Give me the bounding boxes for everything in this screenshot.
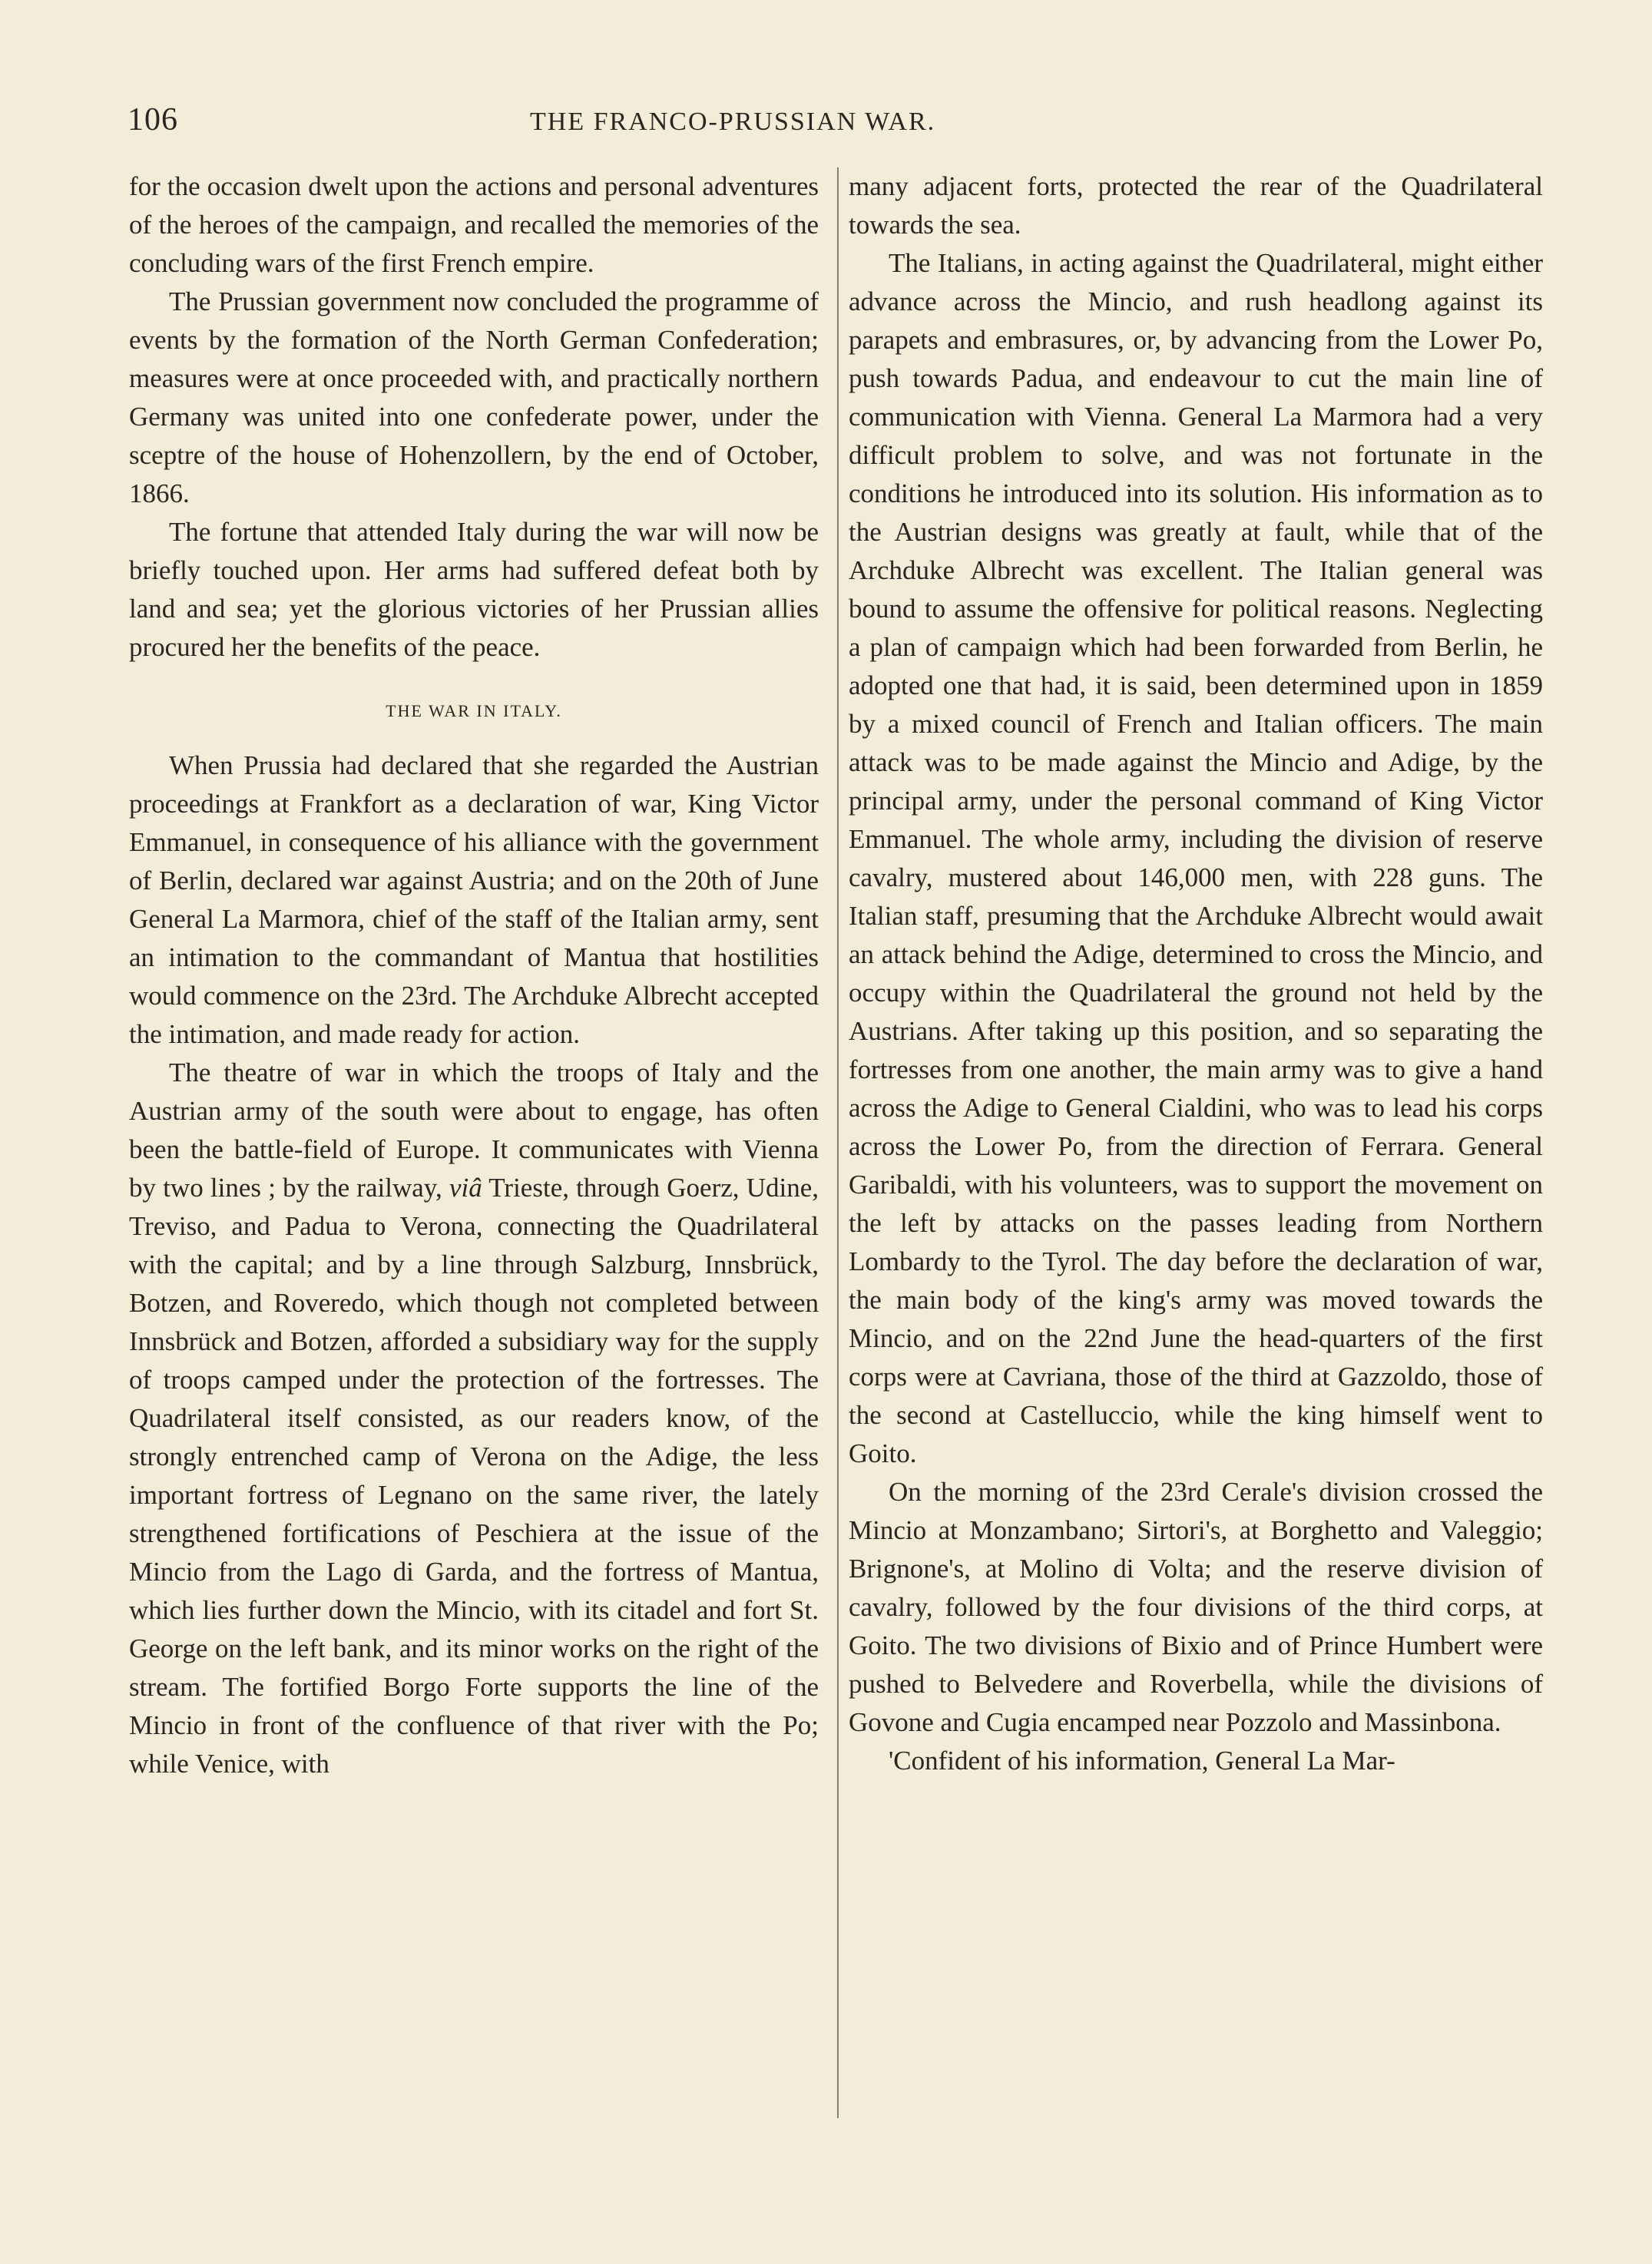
paragraph: The Prussian government now concluded the programme of events by the formation of the North German Confederation; measures were at once proceeded with, and practically northern Germany was united into one confederate power, under the sceptre of the house of Hohenzollern, by the end of October, 1866. (129, 286, 819, 508)
column-divider (837, 167, 839, 2118)
running-title: THE FRANCO-PRUSSIAN WAR. (530, 108, 936, 136)
paragraph: The Italians, in acting against the Quadrilateral, might either advance across the Mincio, and rush headlong against its parapets and embrasures, or, by advancing from the Lower Po, push towards Padua, and endeavour to cut the main line of communication with Vienna. General La Marmora had a very difficult problem to solve, and was not fortunate in the conditions he introduced into its solution. His information as to the Austrian designs was greatly at fault, while that of the Archduke Albrecht was excellent. The Italian general was bound to assume the offensive for political reasons. Neglecting a plan of campaign which had been forwarded from Berlin, he adopted one that had, it is said, been determined upon in 1859 by a mixed council of French and Italian officers. The main attack was to be made against the Mincio and Adige, by the principal army, under the personal command of King Victor Emmanuel. The whole army, including the division of reserve cavalry, mustered about 146,000 men, with 228 guns. The Italian staff, presuming that the Archduke Albrecht would await an attack behind the Adige, determined to cross the Mincio, and occupy within the Quadrilateral the ground not held by the Austrians. After taking up this position, and so separating the fortresses from one another, the main army was to give a hand across the Adige to General Cialdini, who was to lead his corps across the Lower Po, from the direction of Ferrara. General Garibaldi, with his volunteers, was to support the movement on the left by attacks on the passes leading from Northern Lombardy to the Tyrol. The day before the declaration of war, the main body of the king's army was moved towards the Mincio, and on the 22nd June the head-quarters of the first corps were at Cavriana, those of the third at Gazzoldo, those of the second at Castelluccio, while the king himself went to Goito. (849, 248, 1543, 1468)
paragraph: When Prussia had declared that she regarded the Austrian proceedings at Frankfort as a declaration of war, King Victor Emmanuel, in consequence of his alliance with the government of Berlin, declared war against Austria; and on the 20th of June General La Marmora, chief of the staff of the Italian army, sent an intimation to the commandant of Mantua that hostilities would commence on the 23rd. The Archduke Albrecht accepted the intimation, and made ready for action. (129, 750, 819, 1049)
paragraph: many adjacent forts, protected the rear of the Quadrilateral towards the sea. (849, 171, 1543, 240)
left-column (129, 167, 819, 1783)
paragraph: 'Confident of his information, General La Mar- (889, 1746, 1395, 1776)
section-heading: THE WAR IN ITALY. (386, 701, 562, 720)
paragraph-text: Trieste, through Goerz, Udine, Treviso, and Padua to Verona, connecting the Quadrilateral with the capital; and by a line through Salzburg, Innsbrück, Botzen, and Roveredo, which though not completed between Innsbrück and Botzen, afforded a subsidiary way for the supply of troops camped under the protection of the fortresses. The Quadrilateral itself consisted, as our readers know, of the strongly entrenched camp of Verona on the Adige, the less important fortress of Legnano on the same river, the lately strengthened fortifications of Peschiera at the issue of the Mincio from the Lago di Garda, and the fortress of Mantua, which lies further down the Mincio, with its citadel and fort St. George on the left bank, and its minor works on the right of the stream. The fortified Borgo Forte supports the line of the Mincio in front of the confluence of that river with the Po; while Venice, with (129, 1173, 819, 1779)
paragraph: The fortune that attended Italy during the war will now be briefly touched upon. Her arms had suffered defeat both by land and sea; yet the glorious victories of her Prussian allies procured her the benefits of the peace. (129, 517, 819, 662)
paragraph-text: The theatre of war in which the troops of Italy and the Austrian army of the south were about to engage, has often been the battle-field of Europe. It communicates with Vienna by two lines ; by the railway, (129, 1058, 819, 1203)
right-column (849, 167, 1543, 1780)
italic-term: viâ (449, 1173, 482, 1203)
page-number: 106 (127, 102, 178, 137)
paragraph (129, 1054, 819, 1783)
paragraph: On the morning of the 23rd Cerale's division crossed the Mincio at Monzambano; Sirtori's, at Borghetto and Valeggio; Brignone's, at Molino di Volta; and the reserve division of cavalry, followed by the four divisions of the third corps, at Goito. The two divisions of Bixio and of Prince Humbert were pushed to Belvedere and Roverbella, while the divisions of Govone and Cugia encamped near Pozzolo and Massinbona. (849, 1477, 1543, 1737)
paragraph: for the occasion dwelt upon the actions and personal adventures of the heroes of the campaign, and recalled the memories of the concluding wars of the first French empire. (129, 171, 819, 278)
